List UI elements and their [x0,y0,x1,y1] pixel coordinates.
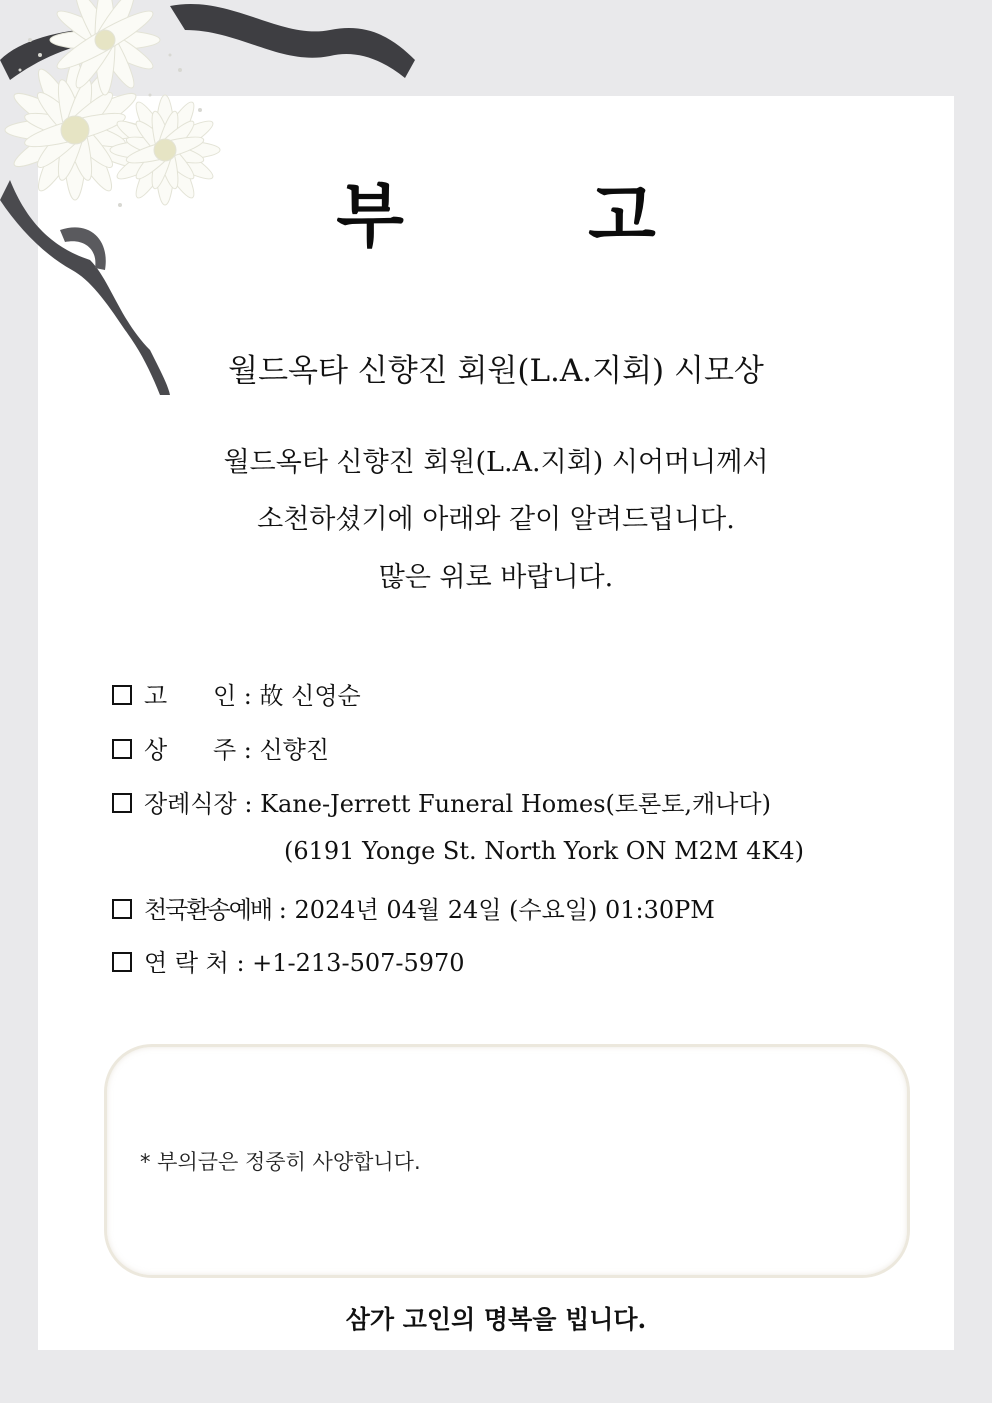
info-value: Kane-Jerrett Funeral Homes(토론토,캐나다) [260,790,771,818]
subtitle: 월드옥타 신향진 회원(L.A.지회) 시모상 [228,353,764,389]
info-label: 천국환송예배 [144,896,272,924]
closing-text: 삼가 고인의 명복을 빕니다. [345,1305,647,1334]
message-line-3: 많은 위로 바랍니다. [378,562,614,593]
checkbox-icon [112,793,132,813]
info-label: 장례식장 [144,790,237,818]
info-chief-mourner [112,730,329,765]
checkbox-icon [112,685,132,705]
info-deceased [112,676,361,711]
info-label: 상 주 [144,736,237,764]
info-label: 고 인 [144,682,237,710]
checkbox-icon [112,899,132,919]
info-separator: : [236,682,260,710]
checkbox-icon [112,952,132,972]
page-title: 부 고 [336,174,736,257]
info-separator: : [271,896,295,924]
info-value: 故 신영순 [259,682,361,710]
info-value: 2024년 04월 24일 (수요일) 01:30PM [294,896,715,924]
info-separator: : [228,949,253,977]
message-line-1: 월드옥타 신향진 회원(L.A.지회) 시어머니께서 [223,447,769,478]
message-line-2: 소천하셨기에 아래와 같이 알려드립니다. [257,504,735,535]
info-value: 신향진 [259,736,330,764]
note-text: * 부의금은 정중히 사양합니다. [140,1150,421,1174]
info-service [112,890,715,925]
info-funeral-home [112,784,771,819]
info-funeral-address: (6191 Yonge St. North York ON M2M 4K4) [284,837,804,865]
info-separator: : [236,790,261,818]
info-separator: : [236,736,260,764]
info-label: 연 락 처 [144,949,229,977]
checkbox-icon [112,739,132,759]
info-value: +1-213-507-5970 [252,949,465,977]
info-contact [112,943,465,978]
